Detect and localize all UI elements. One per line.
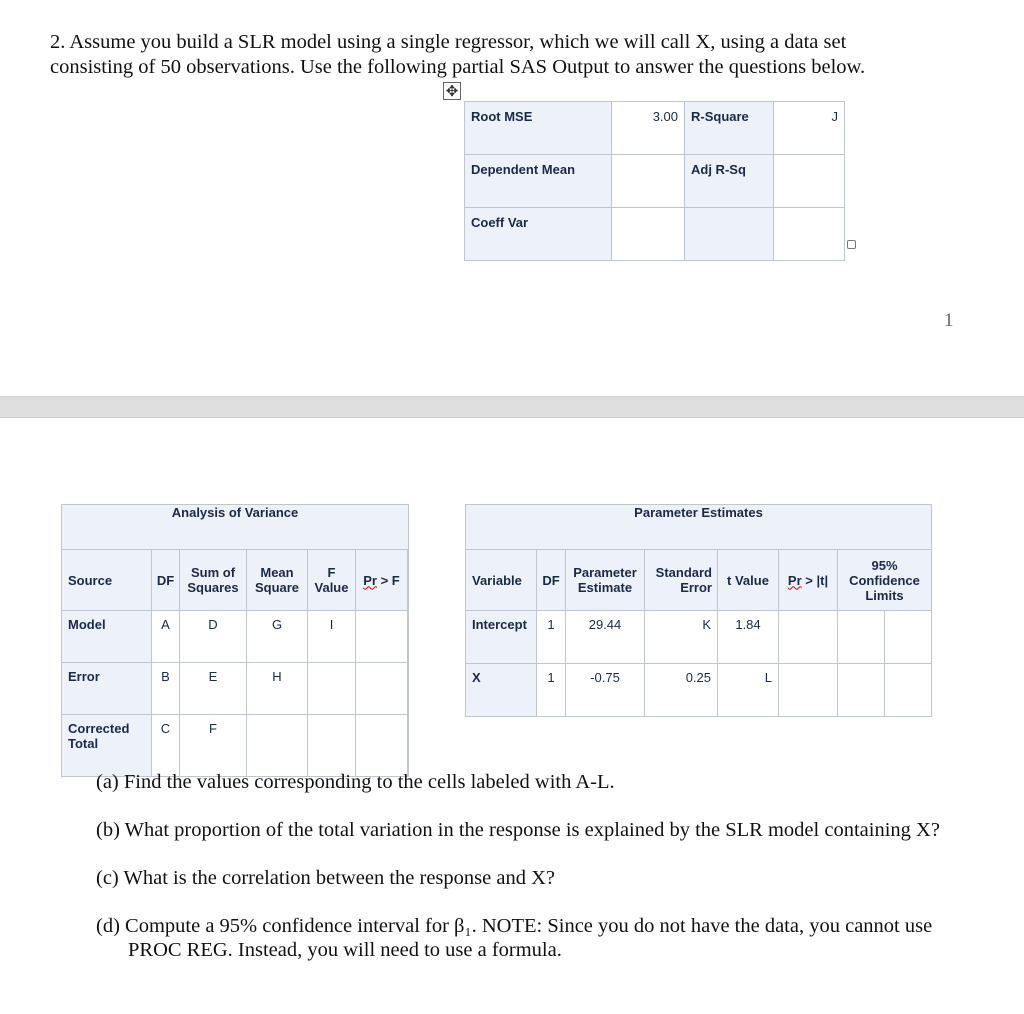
params-title: Parameter Estimates <box>466 505 932 550</box>
anova-df-total: C <box>152 715 180 777</box>
params-estimate-x: -0.75 <box>566 664 645 717</box>
anova-f-error <box>308 663 356 715</box>
anova-table <box>61 504 409 777</box>
params-df-intercept: 1 <box>537 611 566 664</box>
empty-cell <box>408 663 409 715</box>
anova-source-model: Model <box>62 611 152 663</box>
anova-ms-total <box>247 715 308 777</box>
rsquare-label: R-Square <box>685 102 774 155</box>
anova-source-total: Corrected Total <box>62 715 152 777</box>
anova-df-model: A <box>152 611 180 663</box>
params-se-x: 0.25 <box>645 664 718 717</box>
anova-header-df: DF <box>152 550 180 611</box>
anova-ms-error: H <box>247 663 308 715</box>
anova-pr-model <box>356 611 408 663</box>
params-ci-upper-x <box>885 664 932 717</box>
root-mse-label: Root MSE <box>465 102 612 155</box>
anova-header-ss: Sum of Squares <box>180 550 247 611</box>
params-se-intercept: K <box>645 611 718 664</box>
params-header-variable: Variable <box>466 550 537 611</box>
anova-pr-error <box>356 663 408 715</box>
anova-ss-total: F <box>180 715 247 777</box>
table-move-handle-icon[interactable]: ✥ <box>443 82 461 100</box>
empty-cell <box>408 715 409 777</box>
params-header-se: Standard Error <box>645 550 718 611</box>
page-break-divider <box>0 396 1024 418</box>
params-header-ci: 95% Confidence Limits <box>838 550 932 611</box>
anova-header-pr-suffix: > F <box>376 572 400 588</box>
params-header-t: t Value <box>718 550 779 611</box>
anova-ss-model: D <box>180 611 247 663</box>
params-variable-x: X <box>466 664 537 717</box>
empty-cell <box>408 611 409 663</box>
empty-cell <box>774 208 845 261</box>
anova-f-total <box>308 715 356 777</box>
dependent-mean-value <box>612 155 685 208</box>
question-c: (c) What is the correlation between the response and X? <box>96 867 555 889</box>
root-mse-value: 3.00 <box>612 102 685 155</box>
dependent-mean-label: Dependent Mean <box>465 155 612 208</box>
params-t-x: L <box>718 664 779 717</box>
params-pr-x <box>779 664 838 717</box>
empty-cell <box>408 550 409 611</box>
anova-f-model: I <box>308 611 356 663</box>
empty-cell <box>685 208 774 261</box>
anova-source-error: Error <box>62 663 152 715</box>
params-estimate-intercept: 29.44 <box>566 611 645 664</box>
adj-rsq-label: Adj R-Sq <box>685 155 774 208</box>
page-number: 1 <box>944 310 954 331</box>
params-pr-intercept <box>779 611 838 664</box>
anova-ss-error: E <box>180 663 247 715</box>
params-header-df: DF <box>537 550 566 611</box>
anova-ms-model: G <box>247 611 308 663</box>
params-variable-intercept: Intercept <box>466 611 537 664</box>
params-t-intercept: 1.84 <box>718 611 779 664</box>
anova-header-ms: Mean Square <box>247 550 308 611</box>
params-ci-lower-intercept <box>838 611 885 664</box>
question-d: (d) Compute a 95% confidence interval for β₁. NOTE: Since you do not have the data, you cannot use PROC REG. Instead, you will need to use a formula. <box>96 915 933 961</box>
question-b: (b) What proportion of the total variation in the response is explained by the SLR model containing X? <box>96 819 940 841</box>
anova-header-f: F Value <box>308 550 356 611</box>
question-a: (a) Find the values corresponding to the cells labeled with A-L. <box>96 771 615 793</box>
fit-statistics-table <box>464 101 845 261</box>
table-resize-handle[interactable] <box>847 240 856 249</box>
params-df-x: 1 <box>537 664 566 717</box>
params-ci-lower-x <box>838 664 885 717</box>
anova-header-source: Source <box>62 550 152 611</box>
question-list <box>96 770 956 962</box>
anova-pr-total <box>356 715 408 777</box>
params-header-pr-suffix: > |t| <box>801 572 829 588</box>
params-ci-upper-intercept <box>885 611 932 664</box>
params-header-estimate: Parameter Estimate <box>566 550 645 611</box>
parameter-estimates-table <box>465 504 932 717</box>
coeff-var-value <box>612 208 685 261</box>
anova-title: Analysis of Variance <box>62 505 409 550</box>
anova-df-error: B <box>152 663 180 715</box>
anova-header-pr <box>356 550 408 611</box>
params-header-pr <box>779 550 838 611</box>
anova-header-pr-prefix: Pr <box>363 572 377 588</box>
params-header-pr-prefix: Pr <box>787 572 802 588</box>
problem-statement: 2. Assume you build a SLR model using a single regressor, which we will call X, using a data set consisting of 50 observations. Use the following partial SAS Output to answer the questions below. <box>50 31 866 78</box>
coeff-var-label: Coeff Var <box>465 208 612 261</box>
rsquare-value: J <box>774 102 845 155</box>
adj-rsq-value <box>774 155 845 208</box>
